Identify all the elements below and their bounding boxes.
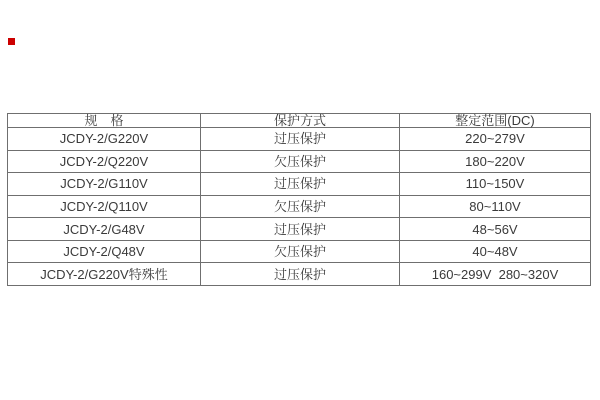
cell-protection: 欠压保护 bbox=[201, 150, 400, 173]
spec-table bbox=[7, 113, 591, 286]
table-row bbox=[8, 128, 591, 151]
cell-protection: 欠压保护 bbox=[201, 240, 400, 263]
cell-spec: JCDY-2/Q110V bbox=[8, 195, 201, 218]
broken-image-icon bbox=[8, 38, 15, 45]
cell-spec: JCDY-2/G48V bbox=[8, 218, 201, 241]
col-header-protection: 保护方式 bbox=[201, 114, 400, 128]
cell-protection: 过压保护 bbox=[201, 263, 400, 286]
table-header-row bbox=[8, 114, 591, 128]
table-row bbox=[8, 263, 591, 286]
cell-protection: 过压保护 bbox=[201, 218, 400, 241]
cell-protection: 欠压保护 bbox=[201, 195, 400, 218]
table-row bbox=[8, 240, 591, 263]
cell-protection: 过压保护 bbox=[201, 173, 400, 196]
cell-range: 160~299V 280~320V bbox=[400, 263, 591, 286]
col-header-spec: 规 格 bbox=[8, 114, 201, 128]
cell-spec: JCDY-2/Q48V bbox=[8, 240, 201, 263]
cell-range: 220~279V bbox=[400, 128, 591, 151]
cell-protection: 过压保护 bbox=[201, 128, 400, 151]
cell-spec: JCDY-2/G220V bbox=[8, 128, 201, 151]
table-row bbox=[8, 173, 591, 196]
table-row bbox=[8, 195, 591, 218]
cell-range: 110~150V bbox=[400, 173, 591, 196]
cell-range: 40~48V bbox=[400, 240, 591, 263]
cell-spec: JCDY-2/Q220V bbox=[8, 150, 201, 173]
table-row bbox=[8, 150, 591, 173]
cell-range: 80~110V bbox=[400, 195, 591, 218]
cell-range: 48~56V bbox=[400, 218, 591, 241]
table-row bbox=[8, 218, 591, 241]
cell-range: 180~220V bbox=[400, 150, 591, 173]
col-header-range: 整定范围(DC) bbox=[400, 114, 591, 128]
cell-spec: JCDY-2/G110V bbox=[8, 173, 201, 196]
cell-spec: JCDY-2/G220V特殊性 bbox=[8, 263, 201, 286]
